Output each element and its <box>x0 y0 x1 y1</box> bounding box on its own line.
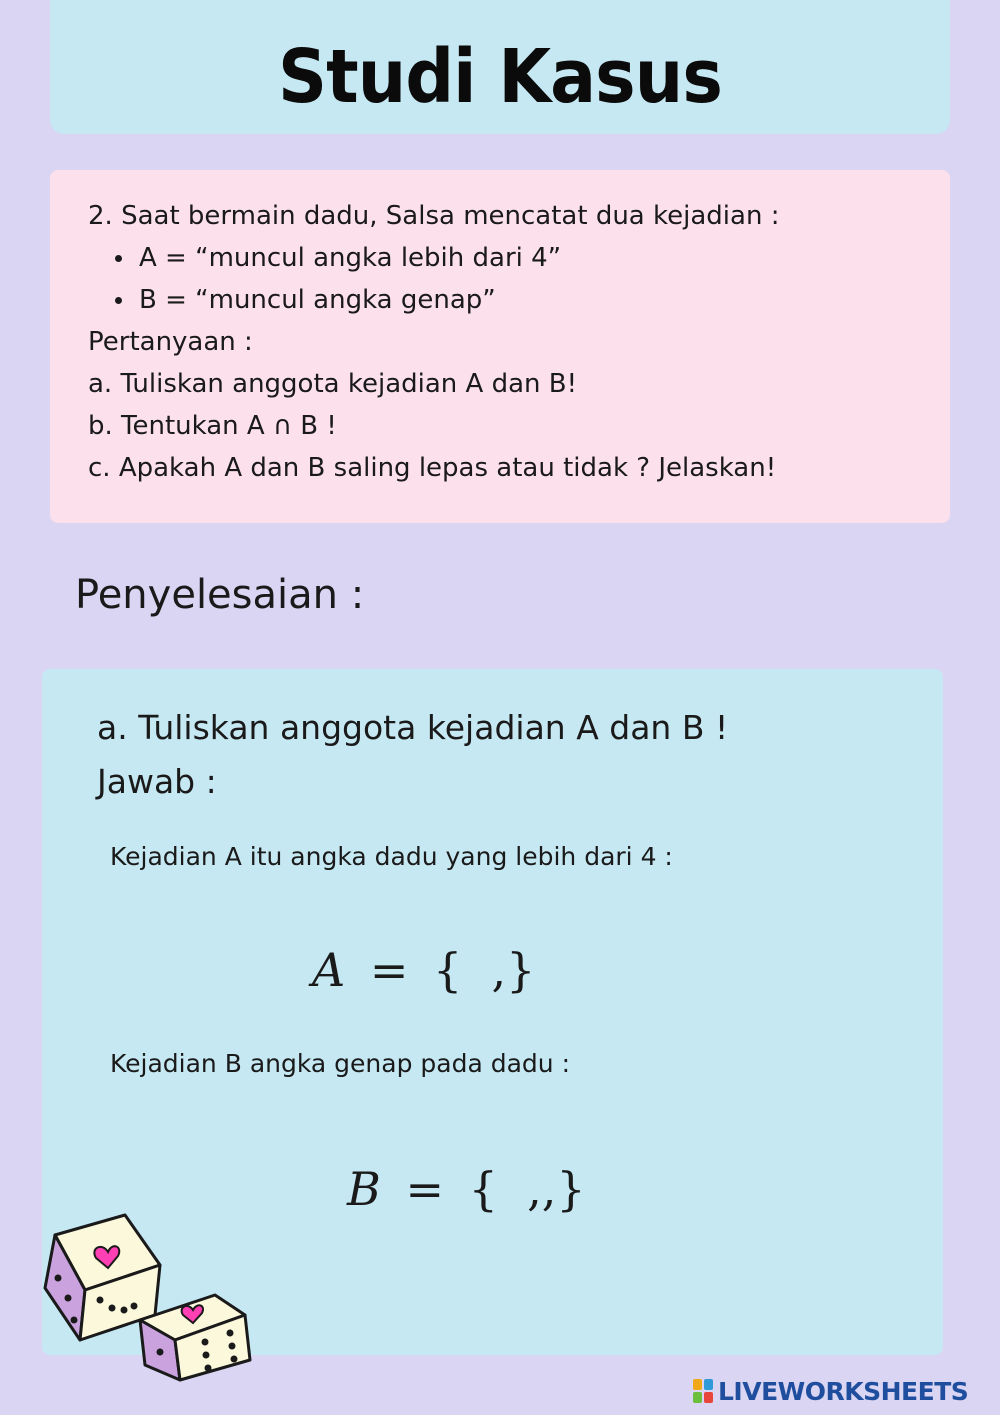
problem-intro: 2. Saat bermain dadu, Salsa mencatat dua kejadian : <box>88 201 780 231</box>
event-b-description: Kejadian B angka genap pada dadu : <box>110 1049 570 1078</box>
event-b-formula <box>347 1162 586 1216</box>
event-a-variable: A <box>312 943 346 997</box>
event-b-variable: B <box>347 1162 381 1216</box>
solution-question: a. Tuliskan anggota kejadian A dan B ! <box>97 708 729 747</box>
question-b: b. Tentukan A ∩ B ! <box>88 411 337 441</box>
event-a-description: Kejadian A itu angka dadu yang lebih dari 4 : <box>110 842 673 871</box>
question-label: Pertanyaan : <box>88 327 253 357</box>
brand-name: LIVEWORKSHEETS <box>718 1376 969 1406</box>
event-a-set-input[interactable]: { ,} <box>433 943 536 997</box>
problem-bullet-b: B = “muncul angka genap” <box>139 285 496 315</box>
solution-heading: Penyelesaian : <box>75 572 365 618</box>
question-a: a. Tuliskan anggota kejadian A dan B! <box>88 369 578 399</box>
bullet-icon <box>115 255 122 262</box>
event-b-equals: = <box>405 1162 444 1216</box>
answer-label: Jawab : <box>97 762 217 801</box>
liveworksheets-brand[interactable] <box>692 1376 968 1406</box>
liveworksheets-logo-icon <box>692 1378 714 1404</box>
page-title: Studi Kasus <box>278 34 722 120</box>
problem-bullet-a: A = “muncul angka lebih dari 4” <box>139 243 562 273</box>
event-b-set-input[interactable]: { ,,} <box>468 1162 586 1216</box>
event-a-equals: = <box>369 943 409 997</box>
title-card <box>50 0 950 134</box>
dice-illustration <box>30 1200 270 1385</box>
problem-card <box>50 170 950 523</box>
bullet-icon <box>115 297 122 304</box>
event-a-formula <box>312 943 536 997</box>
question-c: c. Apakah A dan B saling lepas atau tidak ? Jelaskan! <box>88 453 777 483</box>
